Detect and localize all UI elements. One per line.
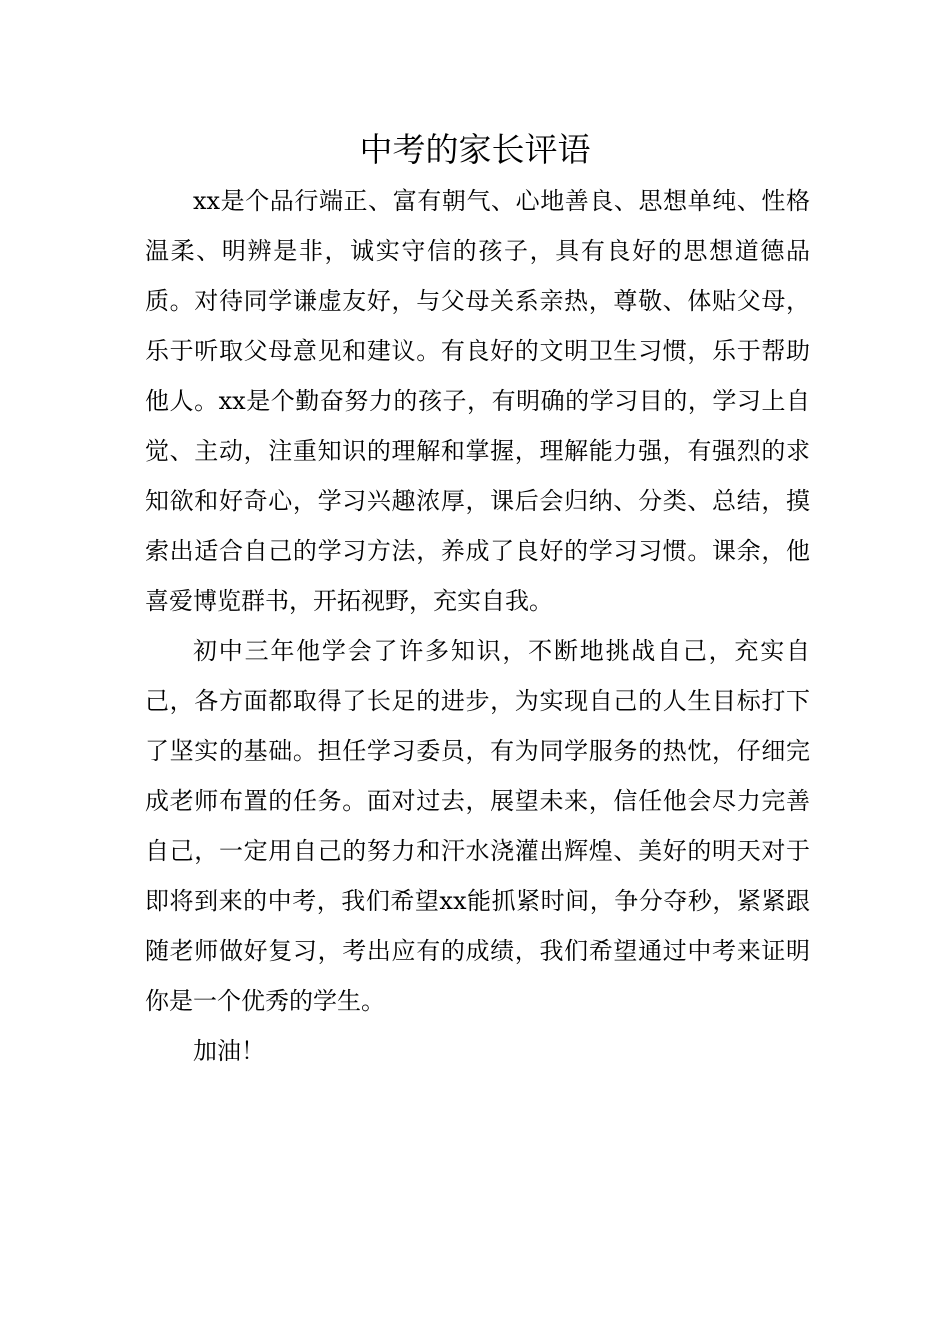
document-title: 中考的家长评语 [359, 130, 591, 169]
paragraph-3: 加油！ [193, 1037, 265, 1065]
paragraph-1: xx是个品行端正、富有朝气、心地善良、思想单纯、性格温柔、明辨是非，诚实守信的孩子，具有良好的思想道德品质。对待同学谦虚友好，与父母关系亲热，尊敬、体贴父母，乐于听取父母意见和建议。有良好的文明卫生习惯，乐于帮助他人。xx是个勤奋努力的孩子，有明确的学习目的，学习上自觉、主动，注重知识的理解和掌握，理解能力强，有强烈的求知欲和好奇心，学习兴趣浓厚，课后会归纳、分类、总结，摸索出适合自己的学习方法，养成了良好的学习习惯。课余，他喜爱博览群书，开拓视野，充实自我。 [145, 187, 810, 615]
paragraph-2: 初中三年他学会了许多知识，不断地挑战自己，充实自己，各方面都取得了长足的进步，为实现自己的人生目标打下了坚实的基础。担任学习委员，有为同学服务的热忱，仔细完成老师布置的任务。面对过去，展望未来，信任他会尽力完善自己，一定用自己的努力和汗水浇灌出辉煌、美好的明天对于即将到来的中考，我们希望xx能抓紧时间，争分夺秒，紧紧跟随老师做好复习，考出应有的成绩，我们希望通过中考来证明你是一个优秀的学生。 [145, 637, 810, 1015]
document-body [145, 176, 810, 1076]
